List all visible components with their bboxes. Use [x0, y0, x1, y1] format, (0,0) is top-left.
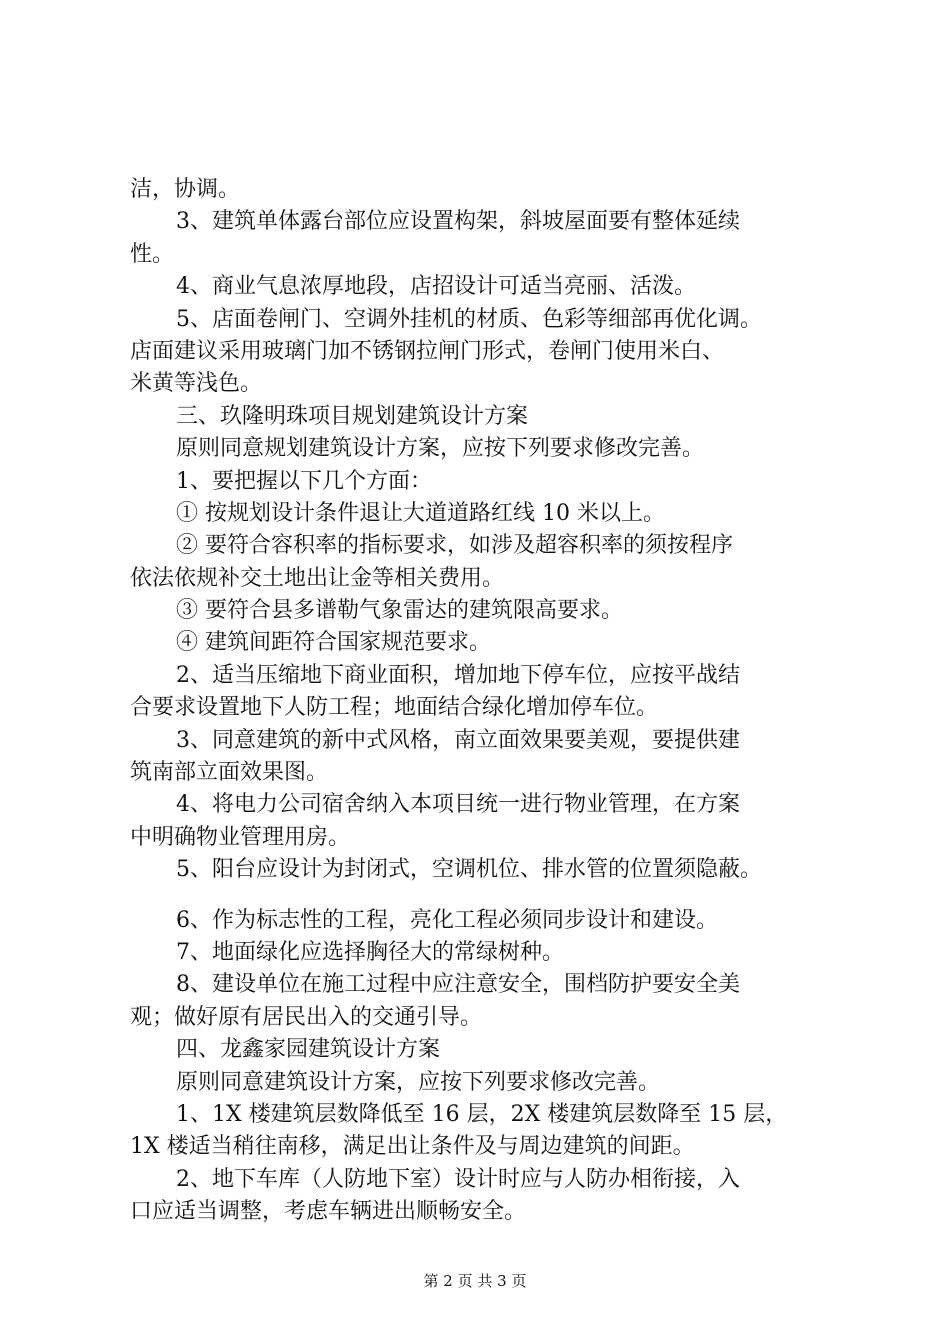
- text-line: ③ 要符合县多谱勒气象雷达的建筑限高要求。: [176, 598, 623, 624]
- text-line: 1、要把握以下几个方面：: [176, 468, 432, 494]
- text-line: 4、商业气息浓厚地段，店招设计可适当亮丽、活泼。: [176, 274, 696, 300]
- text-line: 原则同意建筑设计方案，应按下列要求修改完善。: [176, 1069, 661, 1095]
- page-footer: 第 2 页 共 3 页: [423, 1272, 527, 1290]
- text-line: 8、建设单位在施工过程中应注意安全，围档防护要安全美: [176, 972, 740, 998]
- text-line: 7、地面绿化应选择胸径大的常绿树种。: [176, 939, 564, 965]
- text-line: 5、店面卷闸门、空调外挂机的材质、色彩等细部再优化调。: [176, 306, 762, 332]
- text-line: 2、地下车库（人防地下室）设计时应与人防办相衔接，入: [176, 1166, 740, 1192]
- text-line: 3、同意建筑的新中式风格，南立面效果要美观，要提供建: [176, 727, 740, 753]
- text-line: 4、将电力公司宿舍纳入本项目统一进行物业管理，在方案: [176, 792, 740, 818]
- text-line: 合要求设置地下人防工程；地面结合绿化增加停车位。: [130, 695, 659, 721]
- text-line: 3、建筑单体露台部位应设置构架，斜坡屋面要有整体延续: [176, 209, 740, 235]
- text-line: 中明确物业管理用房。: [130, 824, 351, 850]
- text-line: 观；做好原有居民出入的交通引导。: [130, 1004, 483, 1030]
- paragraph-gap: [130, 887, 850, 905]
- text-line: 1、1X 楼建筑层数降低至 16 层，2X 楼建筑层数降至 15 层，: [176, 1101, 788, 1127]
- text-line: ① 按规划设计条件退让大道道路红线 10 米以上。: [176, 500, 665, 526]
- text-line: 筑南部立面效果图。: [130, 760, 329, 786]
- text-line: 依法依规补交土地出让金等相关费用。: [130, 565, 505, 591]
- text-line: 6、作为标志性的工程，亮化工程必须同步设计和建设。: [176, 907, 718, 933]
- text-line: 洁，协调。: [130, 177, 241, 202]
- text-line: 性。: [130, 241, 175, 267]
- text-line: 店面建议采用玻璃门加不锈钢拉闸门形式，卷闸门使用米白、: [130, 338, 725, 364]
- text-line: 1X 楼适当稍往南移，满足出让条件及与周边建筑的间距。: [130, 1134, 695, 1160]
- text-line: 2、适当压缩地下商业面积，增加地下停车位，应按平战结: [176, 662, 740, 688]
- text-line: ④ 建筑间距符合国家规范要求。: [176, 630, 491, 656]
- section-heading: 四、龙鑫家园建筑设计方案: [176, 1037, 441, 1063]
- text-line: 口应适当调整，考虑车辆进出顺畅安全。: [130, 1199, 527, 1225]
- text-line: 5、阳台应设计为封闭式，空调机位、排水管的位置须隐蔽。: [176, 857, 762, 883]
- text-line: 原则同意规划建筑设计方案，应按下列要求修改完善。: [176, 436, 705, 462]
- section-heading: 三、玖隆明珠项目规划建筑设计方案: [176, 403, 529, 429]
- document-body: [130, 174, 850, 1229]
- text-line: ② 要符合容积率的指标要求，如涉及超容积率的须按程序: [176, 533, 733, 559]
- text-line: 米黄等浅色。: [130, 371, 263, 397]
